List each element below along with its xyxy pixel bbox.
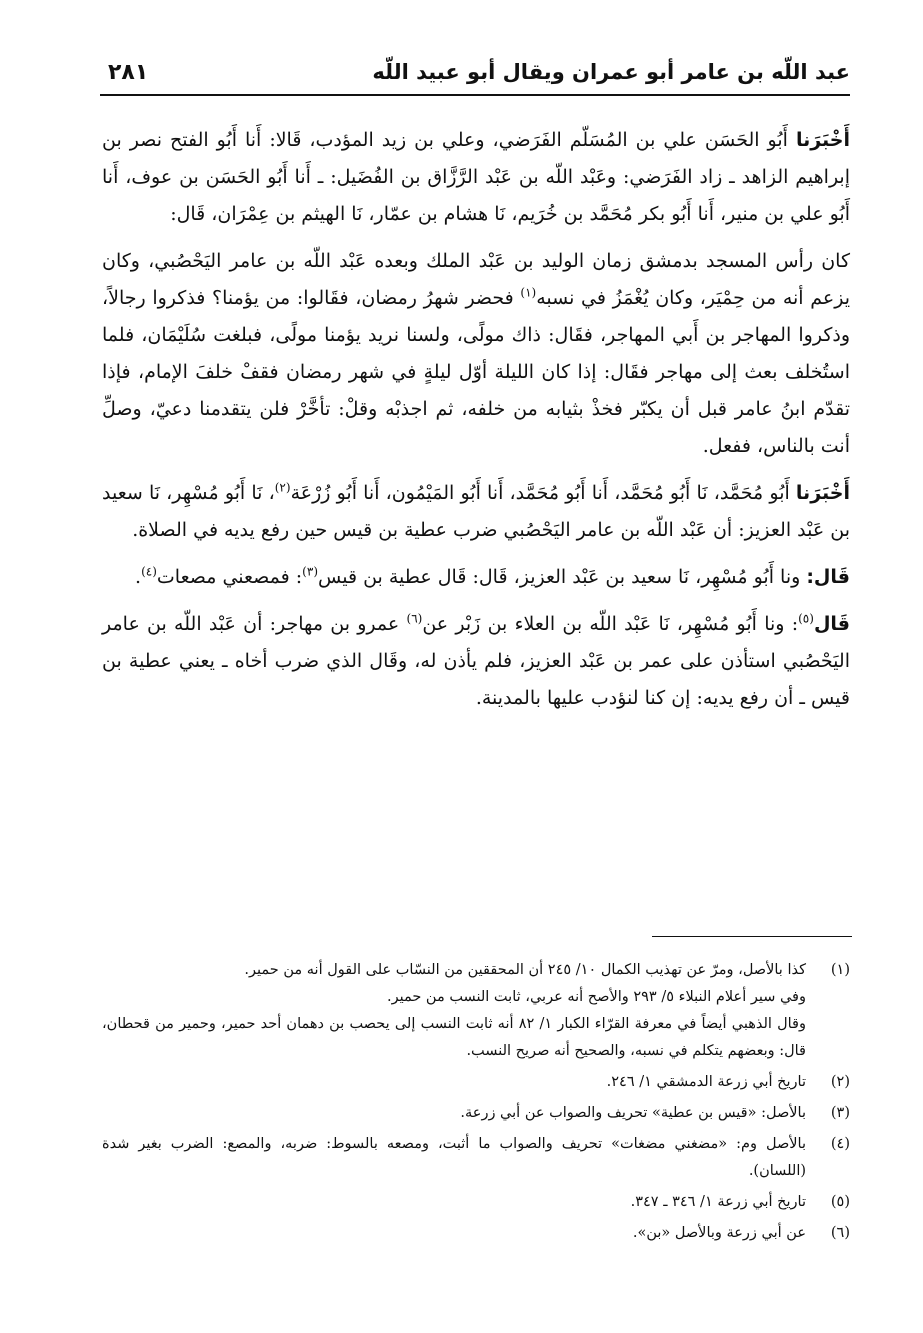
paragraph-text: أَبُو مُحَمَّد، نَا أَبُو مُحَمَّد، أَنا أَبُو مُحَمَّد، أَنا أَبُو المَيْمُون، أَنا أَبُو زُرْعَة xyxy=(290,482,796,504)
footnote-line: بالأصل وم: «مضغني مضغات» تحريف والصواب ما أثبت، ومصعه بالسوط: ضربه، والمصع: الضرب بغير شدة (اللسان). xyxy=(102,1136,806,1179)
paragraph xyxy=(102,559,850,596)
footnotes xyxy=(102,957,850,1251)
chain-keyword: أَخْبَرَنا xyxy=(795,482,850,504)
footnote xyxy=(102,1189,850,1216)
footnote xyxy=(102,1100,850,1127)
running-header xyxy=(100,60,850,96)
footnote-text xyxy=(102,1189,806,1216)
footnote-ref: (٣) xyxy=(302,564,318,579)
footnote-number: (١) xyxy=(830,962,850,978)
footnote-text xyxy=(102,1220,806,1247)
footnote xyxy=(102,957,850,1065)
footnote xyxy=(102,1220,850,1247)
footnote-text xyxy=(102,957,806,1065)
main-text xyxy=(102,122,850,727)
footnote-line: وقال الذهبي أيضاً في معرفة القرّاء الكبار ١/ ٨٢ أنه ثابت النسب إلى يحصب بن دهمان أحد حمير، وحمير من قحطان، قال: وبعضهم يتكلم في نسبه، والصحيح أنه صريح النسب. xyxy=(102,1016,806,1059)
footnote-number: (٦) xyxy=(830,1225,850,1241)
footnote-line: بالأصل: «قيس بن عطية» تحريف والصواب عن أبي زرعة. xyxy=(460,1105,806,1121)
running-title: عبد اللّه بن عامر أبو عمران ويقال أبو عبيد اللّه xyxy=(372,60,850,84)
footnote-number: (٥) xyxy=(830,1194,850,1210)
paragraph-text: : ونا أَبُو مُسْهِر، نَا عَبْد اللّه بن العلاء بن زَبْر عن xyxy=(422,613,799,635)
paragraph xyxy=(102,606,850,717)
footnote-text xyxy=(102,1100,806,1127)
paragraph xyxy=(102,475,850,549)
said-keyword: قَال: xyxy=(806,566,850,588)
footnote xyxy=(102,1069,850,1096)
footnote-separator xyxy=(652,936,852,937)
footnote-number: (٢) xyxy=(830,1074,850,1090)
chain-keyword: أَخْبَرَنا xyxy=(795,129,850,151)
footnote-ref: (٤) xyxy=(141,564,157,579)
footnote-number: (٣) xyxy=(830,1105,850,1121)
footnote-line: تاريخ أبي زرعة الدمشقي ١/ ٢٤٦. xyxy=(606,1074,806,1090)
footnote-ref: (١) xyxy=(520,285,537,300)
paragraph-text: . xyxy=(135,566,142,588)
footnote-text xyxy=(102,1131,806,1185)
footnote-number: (٤) xyxy=(830,1136,850,1152)
paragraph xyxy=(102,122,850,233)
footnote-line: عن أبي زرعة وبالأصل «بن». xyxy=(632,1225,806,1241)
footnote-ref: (٦) xyxy=(406,611,423,626)
paragraph-text: أَبُو الحَسَن علي بن المُسَلّم الفَرَضي، وعلي بن زيد المؤدب، قَالا: أَنا أَبُو الفتح نصر بن إبراهيم الزاهد ـ زاد الفَرَضي: وعَبْد اللّه بن عَبْد الرَّزَّاق بن الفُضَيل: ـ أَنا أَبُو الحَسَن بن عوف، أَنا أَبُو علي بن منير، أَنا أَبُو بكر مُحَمَّد بن خُرَيم، نَا هشام بن عمّار، نَا الهيثم بن عِمْرَان، قَال: xyxy=(102,129,850,225)
paragraph-text: فحضر شهرُ رمضان، فقَالوا: من يؤمنا؟ فذكروا رجالاً، وذكروا المهاجر بن أَبي المهاجر، فقَال: ذاك مولًى، ولسنا نريد يؤمنا مولًى، فبلغت سُلَيْمَان، فلما استُخلف بعث إلى مهاجر فقَال: إذا كان الليلة أوّل ليلةٍ في شهر رمضان فقفْ خلفَ الإمام، فإذا تقدّم ابنُ عامر قبل أن يكبّر فخذْ بثيابه من خلفه، ثم اجذبْه وقلْ: تأخَّرْ فلن يتقدمنا دعيّ، وصلِّ أنت بالناس، ففعل. xyxy=(102,287,850,457)
page-number: ٢٨١ xyxy=(108,60,149,85)
said-keyword: قَال xyxy=(813,613,850,635)
footnote-ref: (٥) xyxy=(798,611,814,626)
footnote-line: تاريخ أبي زرعة ١/ ٣٤٦ ـ ٣٤٧. xyxy=(630,1194,806,1210)
footnote-line: وفي سير أعلام النبلاء ٥/ ٢٩٣ والأصح أنه عربي، ثابت النسب من حمير. xyxy=(386,989,806,1005)
paragraph-text: : فمصعني مصعات xyxy=(156,566,303,588)
paragraph xyxy=(102,243,850,465)
footnote-ref: (٢) xyxy=(274,480,291,495)
paragraph-text: كان رأس المسجد بدمشق زمان الوليد بن عَبْد الملك وبعده عَبْد اللّه بن عامر اليَحْصُبي، وكان يزعم أنه من حِمْيَر، وكان يُغْمَزُ في نسبه xyxy=(102,250,850,309)
paragraph-text: عمرو بن مهاجر: أن عَبْد اللّه بن عامر اليَحْصُبي استأذن على عمر بن عَبْد العزيز، فلم يأذن له، وقَال الذي ضرب أخاه ـ يعني عطية بن قيس ـ أن رفع يديه: إن كنا لنؤدب عليها بالمدينة. xyxy=(102,613,850,709)
paragraph-text: ، نَا أَبُو مُسْهِر، نَا سعيد بن عَبْد العزيز: أن عَبْد اللّه بن عامر اليَحْصُبي ضرب عطية بن قيس حين رفع يديه في الصلاة. xyxy=(102,482,850,541)
footnote-line: كذا بالأصل، ومرّ عن تهذيب الكمال ١٠/ ٢٤٥ أن المحققين من النسّاب على القول أنه من حمير. xyxy=(244,962,806,978)
paragraph-text: ونا أَبُو مُسْهِر، نَا سعيد بن عَبْد العزيز، قَال: قَال عطية بن قيس xyxy=(318,566,807,588)
footnote-text xyxy=(102,1069,806,1096)
footnote xyxy=(102,1131,850,1185)
